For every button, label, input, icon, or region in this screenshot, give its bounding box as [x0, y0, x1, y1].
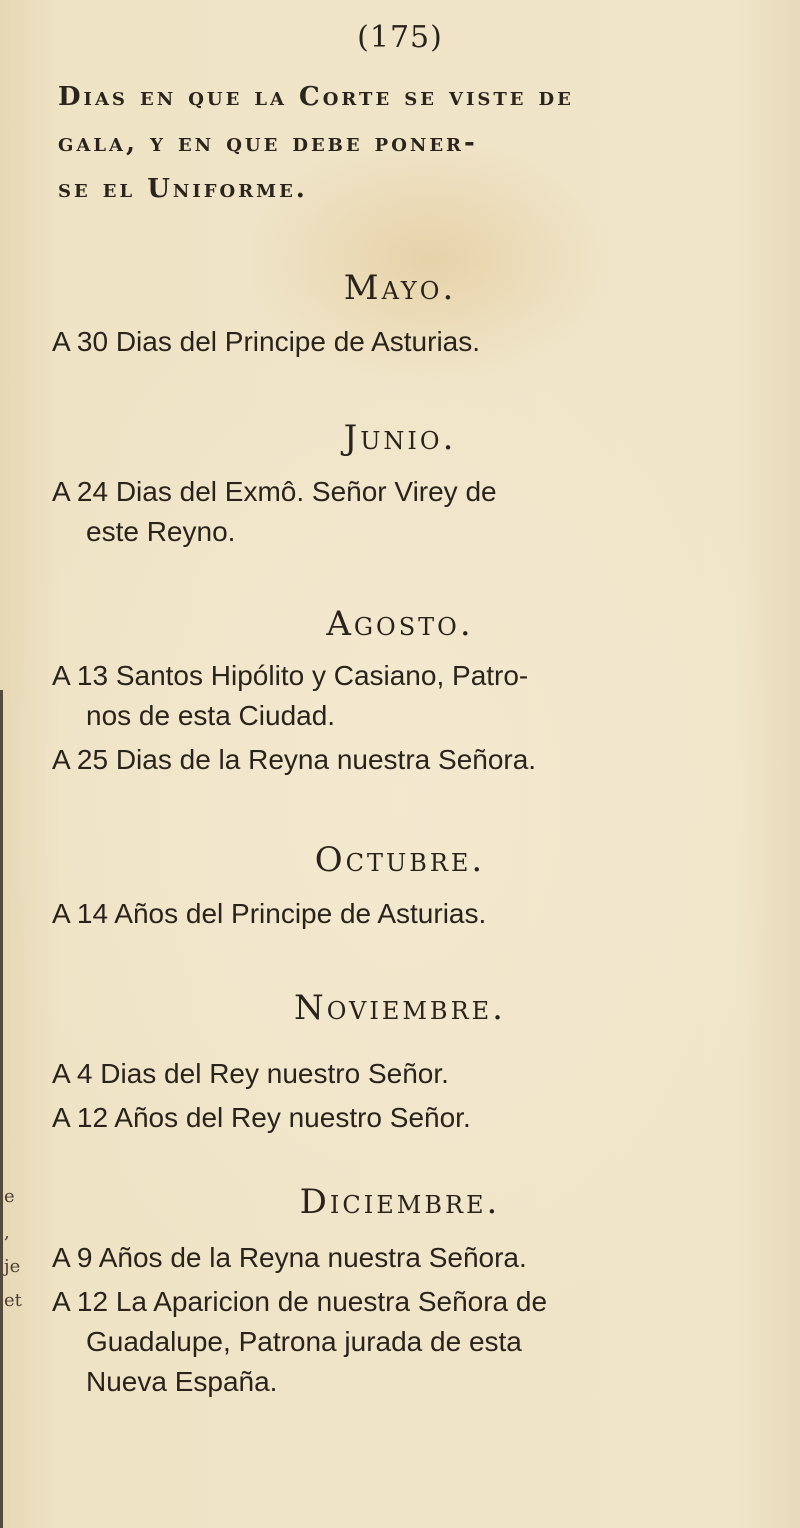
month-title-junio: Junio.	[343, 418, 457, 458]
page-heading	[58, 74, 770, 212]
margin-mark: ,	[4, 1222, 10, 1243]
list-item	[52, 1098, 772, 1138]
entry-text: A 24 Dias del Exmô. Señor Virey de	[52, 476, 497, 507]
entry-continuation: Nueva España.	[86, 1366, 278, 1397]
page-edge-rule	[0, 690, 3, 1528]
entry-text: A 14 Años del Principe de Asturias.	[52, 898, 487, 929]
list-item	[52, 472, 772, 552]
entry-text: A 12 La Aparicion de nuestra Señora de	[52, 1286, 548, 1317]
page-number: (175)	[357, 20, 443, 55]
entry-continuation: nos de esta Ciudad.	[86, 700, 336, 731]
heading-line: Dias en que la Corte se viste de	[58, 82, 574, 112]
margin-mark: e	[4, 1186, 15, 1207]
month-title-diciembre: Diciembre.	[299, 1182, 501, 1222]
month-title-agosto: Agosto.	[326, 604, 474, 644]
list-item	[52, 656, 772, 736]
month-title-octubre: Octubre.	[314, 840, 486, 880]
margin-mark: je	[4, 1256, 21, 1277]
list-item	[52, 740, 772, 780]
list-item	[52, 894, 772, 934]
entry-continuation: Guadalupe, Patrona jurada de esta	[86, 1326, 522, 1357]
entry-text: A 30 Dias del Principe de Asturias.	[52, 326, 481, 357]
list-item	[52, 1238, 772, 1278]
margin-mark: et	[4, 1290, 22, 1311]
month-title-mayo: Mayo.	[343, 268, 457, 308]
entry-text: A 25 Dias de la Reyna nuestra Señora.	[52, 744, 537, 775]
entry-text: A 9 Años de la Reyna nuestra Señora.	[52, 1242, 527, 1273]
entry-text: A 13 Santos Hipólito y Casiano, Patro-	[52, 660, 529, 691]
list-item	[52, 322, 772, 362]
entry-text: A 4 Dias del Rey nuestro Señor.	[52, 1058, 449, 1089]
entry-text: A 12 Años del Rey nuestro Señor.	[52, 1102, 471, 1133]
list-item	[52, 1282, 772, 1402]
entry-continuation: este Reyno.	[86, 516, 236, 547]
heading-line: gala, y en que debe poner-	[58, 128, 478, 158]
list-item	[52, 1054, 772, 1094]
heading-line: se el Uniforme.	[58, 174, 308, 204]
month-title-noviembre: Noviembre.	[294, 988, 506, 1028]
